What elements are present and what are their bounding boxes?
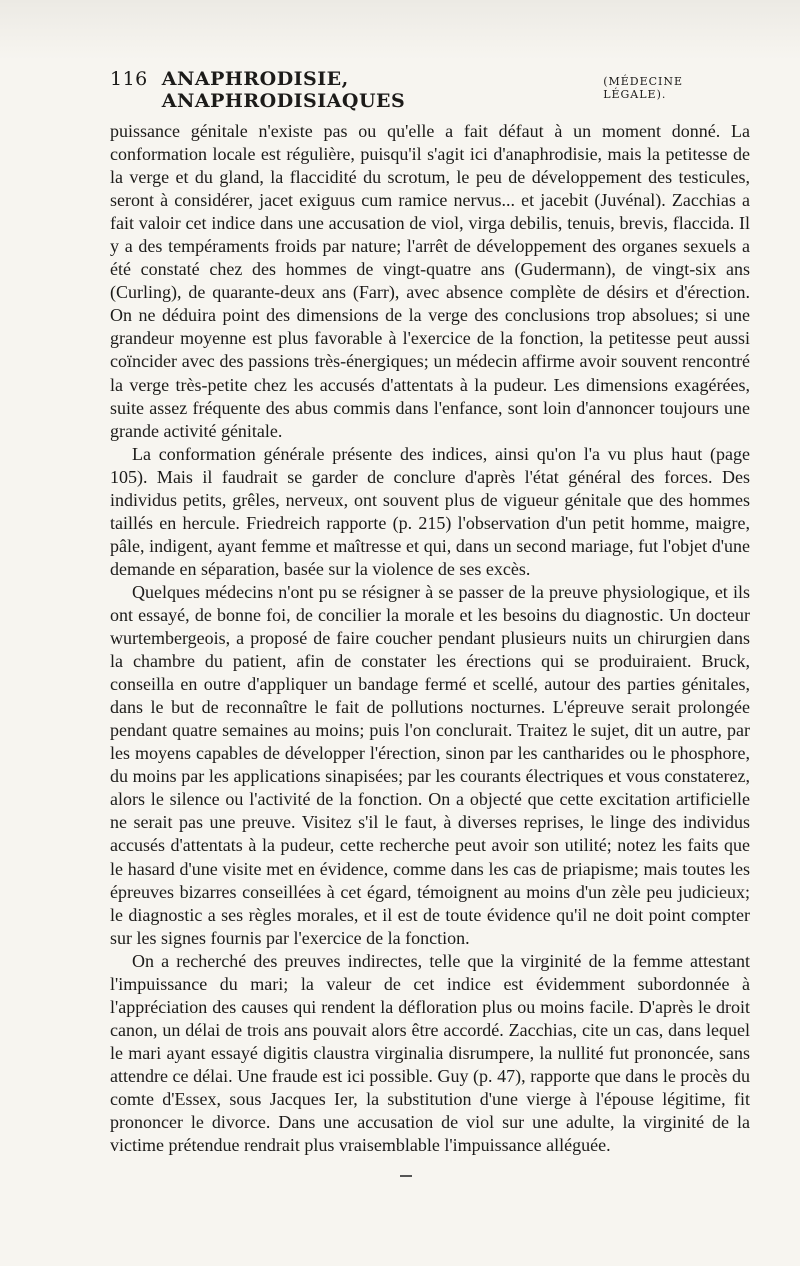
running-head-title: ANAPHRODISIE, ANAPHRODISIAQUES bbox=[161, 68, 406, 112]
paragraph-2: La conformation générale présente des indices, ainsi qu'on l'a vu plus haut (page 105). Mais il faudrait se garder de conclure d'après l'état général des forces. Des individus petits, grêles, nerveux, ont souvent plus de vigueur génitale que des hommes taillés en hercule. Friedreich rapporte (p. 215) l'observation d'un petit homme, maigre, pâle, indigent, ayant femme et maîtresse et qui, dans un second mariage, fut l'objet d'une demande en séparation, basée sur la violence de ses excès. bbox=[110, 443, 750, 579]
running-head-subtitle: (MÉDECINE LÉGALE). bbox=[603, 75, 684, 101]
page-body bbox=[110, 120, 750, 1157]
book-page bbox=[110, 68, 750, 1157]
top-margin-bleed bbox=[0, 0, 800, 60]
page-number: 116 bbox=[110, 68, 148, 90]
footer-rule bbox=[400, 1175, 412, 1177]
paragraph-4: On a recherché des preuves indirectes, telle que la virginité de la femme attestant l'impuissance du mari; la valeur de cet indice est évidemment subordonnée à l'appréciation des causes qui rendent la défloration plus ou moins facile. D'après le droit canon, un délai de trois ans pouvait alors être accordé. Zacchias, cite un cas, dans lequel le mari ayant essayé digitis claustra virginalia disrumpere, la nullité fut prononcée, sans attendre ce délai. Une fraude est ici possible. Guy (p. 47), rapporte que dans le procès du comte d'Essex, sous Jacques Ier, la substitution d'une vierge à l'épouse légitime, fit prononcer le divorce. Dans une accusation de viol sur une adulte, la virginité de la victime prétendue rendrait plus vraisemblable l'impuissance alléguée. bbox=[110, 950, 750, 1156]
running-head bbox=[110, 68, 750, 112]
paragraph-3: Quelques médecins n'ont pu se résigner à se passer de la preuve physiologique, et ils ont essayé, de bonne foi, de concilier la morale et les besoins du diagnostic. Un docteur wurtembergeois, a proposé de faire coucher pendant plusieurs nuits un chirurgien dans la chambre du patient, afin de constater les érections qui se produiraient. Bruck, conseilla en outre d'appliquer un bandage fermé et scellé, autour des parties génitales, dans le but de reconnaître le fait de pollutions nocturnes. L'épreuve serait prolongée pendant quatre semaines au moins; puis l'on conclurait. Traitez le sujet, dit un autre, par les moyens capables de développer l'érection, sinon par les cantharides ou le phosphore, du moins par les applications sinapisées; par les courants électriques et vous constaterez, alors le silence ou l'activité de la fonction. On a objecté que cette excitation artificielle ne serait pas une preuve. Visitez s'il le faut, à diverses reprises, le linge des individus accusés d'attentats à la pudeur, cette recherche peut avoir son utilité; notez les faits que le hasard d'une visite met en évidence, comme dans les cas de priapisme; mais toutes les épreuves bizarres conseillées à cet égard, témoignent au moins d'un zèle peu judicieux; le diagnostic a ses règles morales, et il est de toute évidence qu'il ne doit point compter sur les signes fournis par l'exercice de la fonction. bbox=[110, 581, 750, 948]
paragraph-1: puissance génitale n'existe pas ou qu'elle a fait défaut à un moment donné. La conformation locale est régulière, puisqu'il s'agit ici d'anaphrodisie, mais la petitesse de la verge et du gland, la flaccidité du scrotum, le peu de développement des testicules, seront à considérer, jacet exiguus cum ramice nervus... et jacebit (Juvénal). Zacchias a fait valoir cet indice dans une accusation de viol, virga debilis, tenuis, brevis, flaccida. Il y a des tempéraments froids par nature; l'arrêt de développement des organes sexuels a été constaté chez des hommes de vingt-quatre ans (Gudermann), de vingt-six ans (Curling), de quarante-deux ans (Farr), avec absence complète de désirs et d'érection. On ne déduira point des dimensions de la verge des conclusions trop absolues; si une grandeur moyenne est plus favorable à l'exercice de la fonction, la petitesse peut aussi coïncider avec des passions très-énergiques; un médecin affirme avoir souvent rencontré la verge très-petite chez les accusés d'attentats à la pudeur. Les dimensions exagérées, suite assez fréquente des abus commis dans l'enfance, sont loin d'annoncer toujours une grande activité génitale. bbox=[110, 121, 750, 441]
